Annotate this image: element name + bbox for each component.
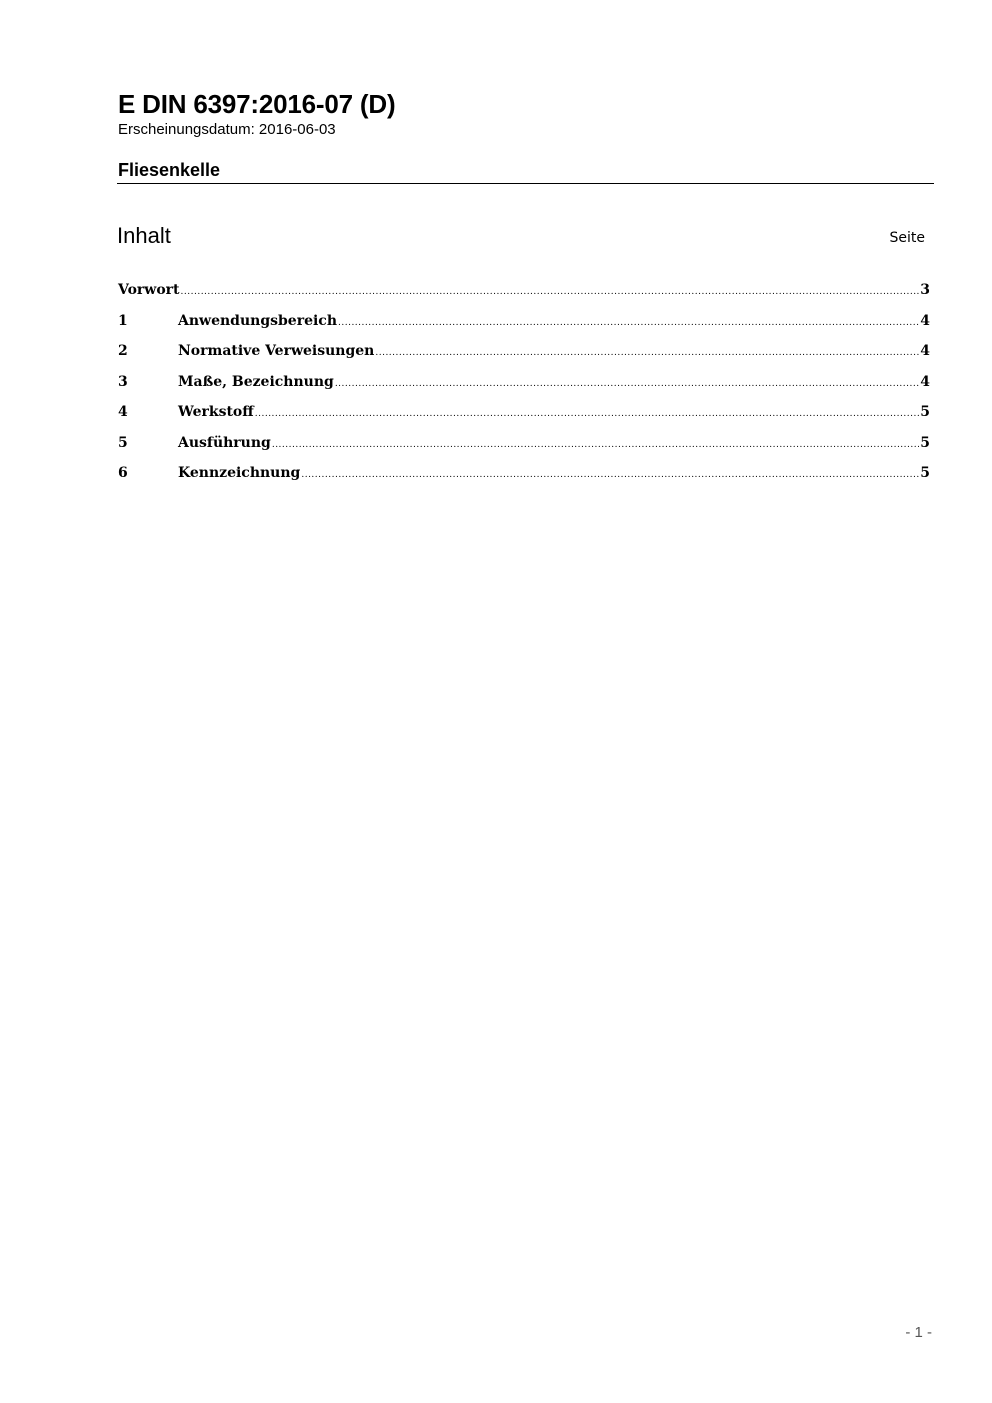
toc-entry-number: 2 — [118, 343, 128, 359]
toc-entry-label: Normative Verweisungen — [178, 343, 375, 359]
toc-entry-page: 5 — [920, 465, 930, 481]
toc-entry-normative-verweisungen[interactable] — [118, 340, 930, 371]
toc-entry-anwendungsbereich[interactable] — [118, 310, 930, 341]
toc-entry-label: Maße, Bezeichnung — [178, 373, 334, 390]
document-id: E DIN 6397:2016-07 (D) — [118, 89, 396, 119]
toc-entry-page: 4 — [920, 312, 930, 329]
toc-entry-vorwort[interactable] — [118, 279, 930, 310]
toc-entry-number: 6 — [118, 465, 128, 481]
toc-dot-leader — [181, 281, 920, 303]
toc-entry-page: 4 — [920, 373, 930, 390]
toc-entry-label: Vorwort — [118, 282, 180, 298]
toc-entry-page: 4 — [920, 343, 930, 359]
toc-dot-leader — [375, 342, 919, 364]
toc-entry-kennzeichnung[interactable] — [118, 462, 930, 493]
toc-entry-label: Ausführung — [178, 434, 271, 451]
toc-entry-number: 1 — [118, 312, 128, 329]
toc-entry-label: Anwendungsbereich — [178, 312, 337, 329]
toc-entry-werkstoff[interactable] — [118, 401, 930, 432]
title-divider — [117, 183, 934, 184]
toc-dot-leader — [255, 403, 920, 425]
page-number: - 1 - — [905, 1324, 932, 1341]
toc-dot-leader — [272, 434, 919, 456]
toc-entry-masse-bezeichnung[interactable] — [118, 371, 930, 402]
toc-entry-number: 3 — [118, 373, 128, 390]
toc-dot-leader — [335, 373, 919, 395]
toc-dot-leader — [301, 464, 919, 486]
toc-heading: Inhalt — [117, 223, 171, 248]
toc-entry-page: 5 — [920, 434, 930, 451]
toc-entry-page: 3 — [920, 282, 930, 298]
toc-entry-number: 4 — [118, 404, 128, 420]
issue-date: Erscheinungsdatum: 2016-06-03 — [118, 121, 336, 138]
toc-entry-label: Kennzeichnung — [178, 465, 301, 481]
toc-entry-number: 5 — [118, 434, 128, 451]
toc-page-column-label: Seite — [889, 230, 925, 246]
toc-entry-label: Werkstoff — [178, 404, 254, 420]
table-of-contents — [118, 279, 930, 493]
toc-dot-leader — [338, 312, 919, 334]
toc-entry-page: 5 — [920, 404, 930, 420]
document-title: Fliesenkelle — [118, 160, 221, 180]
toc-entry-ausfuehrung[interactable] — [118, 432, 930, 463]
